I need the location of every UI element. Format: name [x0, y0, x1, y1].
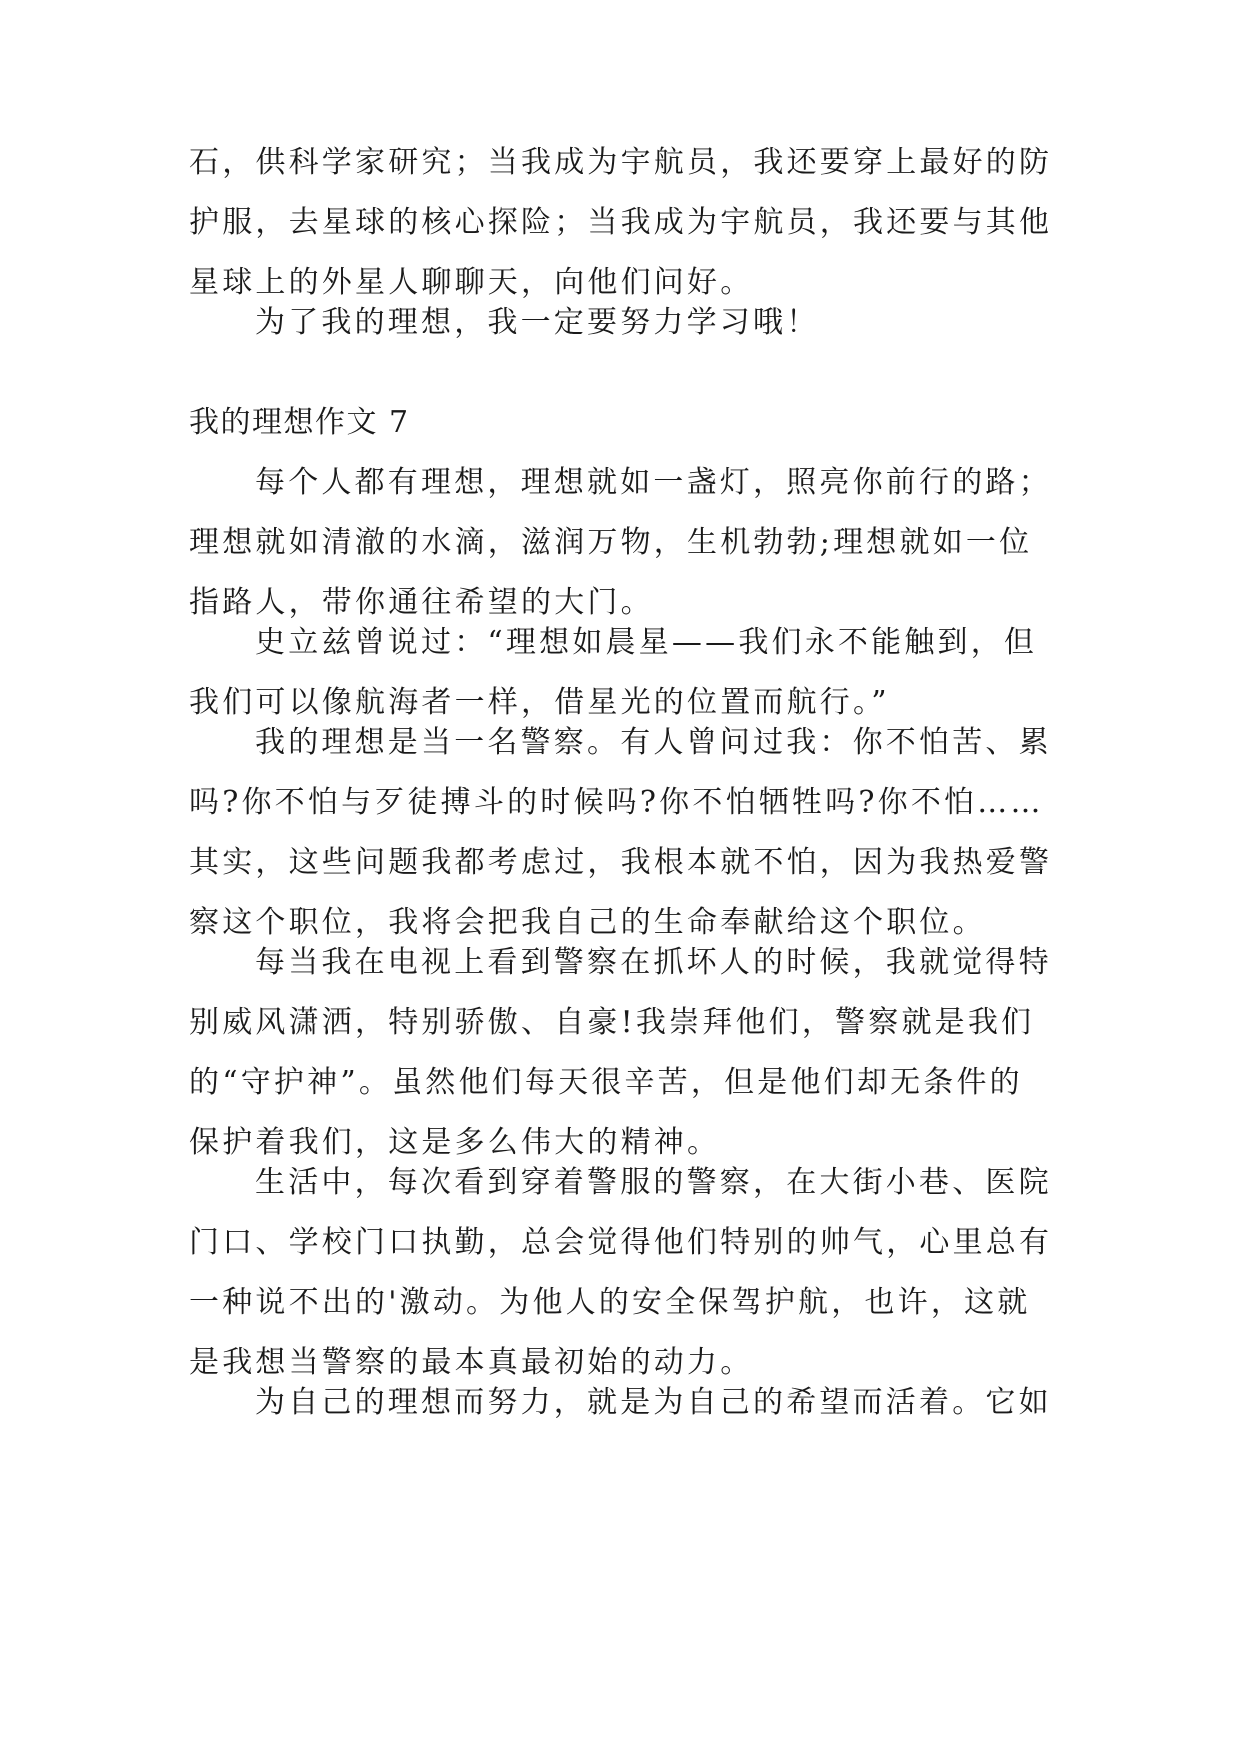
text-line: 石，供科学家研究；当我成为宇航员，我还要穿上最好的防: [189, 145, 1053, 180]
text-line: 生活中，每次看到穿着警服的警察，在大街小巷、医院: [255, 1165, 1052, 1200]
text-line: 我们可以像航海者一样，借星光的位置而航行。”: [189, 685, 890, 720]
text-line: 别威风潇洒，特别骄傲、自豪!我崇拜他们，警察就是我们: [189, 1005, 1035, 1040]
text-line: 我的理想是当一名警察。有人曾问过我：你不怕苦、累: [255, 725, 1052, 760]
text-line: 的“守护神”。虽然他们每天很辛苦，但是他们却无条件的: [189, 1065, 1023, 1100]
text-line: 护服，去星球的核心探险；当我成为宇航员，我还要与其他: [189, 205, 1053, 240]
text-line: 察这个职位，我将会把我自己的生命奉献给这个职位。: [189, 905, 986, 940]
text-line: 理想就如清澈的水滴，滋润万物，生机勃勃;理想就如一位: [189, 525, 1033, 560]
text-line: 门口、学校门口执勤，总会觉得他们特别的帅气，心里总有: [189, 1225, 1053, 1260]
text-line: 其实，这些问题我都考虑过，我根本就不怕，因为我热爱警: [189, 845, 1053, 880]
heading-text: 我的理想作文 7: [189, 405, 410, 440]
text-line: 为自己的理想而努力，就是为自己的希望而活着。它如: [255, 1385, 1052, 1420]
text-line: 每当我在电视上看到警察在抓坏人的时候，我就觉得特: [255, 945, 1052, 980]
text-line: 保护着我们，这是多么伟大的精神。: [189, 1125, 721, 1160]
text-line: 一种说不出的'激动。为他人的安全保驾护航，也许，这就: [189, 1285, 1031, 1320]
text-line: 史立兹曾说过：“理想如晨星——我们永不能触到，但: [255, 625, 1038, 660]
text-line: 指路人，带你通往希望的大门。: [189, 585, 654, 620]
text-line: 为了我的理想，我一定要努力学习哦！: [255, 305, 820, 340]
text-line: 每个人都有理想，理想就如一盏灯，照亮你前行的路；: [255, 465, 1052, 500]
text-line: 星球上的外星人聊聊天，向他们问好。: [189, 265, 754, 300]
text-line: 是我想当警察的最本真最初始的动力。: [189, 1345, 754, 1380]
text-line: 吗?你不怕与歹徒搏斗的时候吗?你不怕牺牲吗?你不怕……: [189, 785, 1044, 820]
